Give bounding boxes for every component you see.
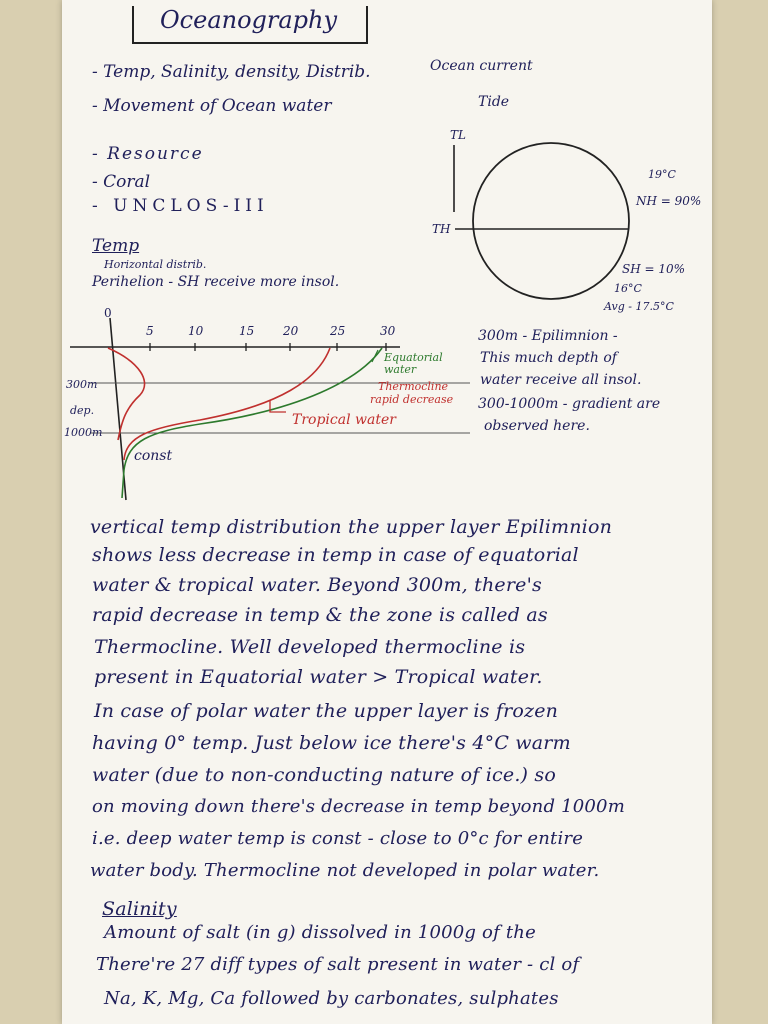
paragraph-line-6: present in Equatorial water > Tropical water. [94, 666, 543, 688]
salinity-line-2: There're 27 diff types of salt present in water - cl of [96, 954, 580, 975]
graph-tick-30: 30 [380, 324, 396, 338]
temp-heading: Temp [92, 236, 140, 256]
note-right-4: 300-1000m - gradient are [478, 396, 661, 412]
paragraph-line-12: water body. Thermocline not developed in polar water. [90, 860, 600, 881]
globe-top-label: TL [450, 128, 466, 142]
graph-equatorial-label: Equatorial water [384, 351, 443, 376]
paragraph-line-1: vertical temp distribution the upper layer Epilimnion [90, 516, 613, 538]
paragraph-line-2: shows less decrease in temp in case of equatorial [92, 544, 579, 566]
note-right-5: observed here. [484, 418, 590, 434]
paragraph-line-11: i.e. deep water temp is const - close to 0°c for entire [92, 828, 584, 849]
graph-thermocline-label: Thermocline [378, 380, 449, 393]
globe-nh-pct: NH = 90% [636, 194, 702, 208]
globe-avg: Avg - 17.5°C [604, 300, 674, 313]
graph-tick-20: 20 [283, 324, 299, 338]
paragraph-line-7: In case of polar water the upper layer is frozen [94, 700, 559, 722]
note-right-1: 300m - Epilimnion - [478, 328, 618, 344]
salinity-line-1: Amount of salt (in g) dissolved in 1000g of the [104, 922, 536, 943]
graph-tick-25: 25 [330, 324, 346, 338]
temp-subheading: Horizontal distrib. [104, 258, 207, 271]
graph-depth-1000: 1000m [64, 426, 103, 439]
graph-depth-300: 300m [66, 378, 98, 391]
graph-tick-10: 10 [188, 324, 204, 338]
salinity-heading: Salinity [102, 898, 177, 920]
globe-sh-pct: SH = 10% [622, 262, 686, 276]
globe-nh-temp: 19°C [648, 168, 676, 181]
graph-origin: 0 [104, 306, 112, 320]
paragraph-line-9: water (due to non-conducting nature of ice.) so [92, 764, 556, 786]
outline-item-unclos: - UNCLOS-III [92, 196, 269, 216]
outline-note-ocean-current: Ocean current [430, 58, 533, 74]
graph-depth-label: dep. [70, 404, 95, 417]
salinity-line-3: Na, K, Mg, Ca followed by carbonates, sulphates [104, 988, 559, 1009]
outline-item-coral: - Coral [92, 172, 151, 192]
note-right-2: This much depth of [480, 350, 617, 366]
globe-sh-temp: 16°C [614, 282, 642, 295]
outline-item-movement: - Movement of Ocean water [92, 96, 332, 116]
graph-const-label: const [134, 448, 173, 464]
outline-note-tide: Tide [478, 94, 510, 110]
graph-tick-15: 15 [239, 324, 255, 338]
graph-rapid-label: rapid decrease [370, 393, 454, 406]
paragraph-line-3: water & tropical water. Beyond 300m, there's [92, 574, 542, 596]
paragraph-line-4: rapid decrease in temp & the zone is called as [92, 604, 548, 626]
outline-item-resource: - Resource [92, 144, 204, 164]
globe-mid-label: TH [432, 222, 451, 236]
graph-tick-5: 5 [146, 324, 154, 338]
perihelion-note: Perihelion - SH receive more insol. [92, 274, 340, 290]
tropical-curve [124, 348, 330, 460]
page-title: Oceanography [160, 6, 338, 34]
paragraph-line-10: on moving down there's decrease in temp beyond 1000m [92, 796, 625, 817]
paragraph-line-5: Thermocline. Well developed thermocline is [94, 636, 526, 658]
outline-item-temp: - Temp, Salinity, density, Distrib. [92, 62, 371, 82]
note-right-3: water receive all insol. [480, 372, 642, 388]
graph-tropical-label: Tropical water [292, 412, 396, 428]
paragraph-line-8: having 0° temp. Just below ice there's 4°C warm [92, 732, 571, 754]
